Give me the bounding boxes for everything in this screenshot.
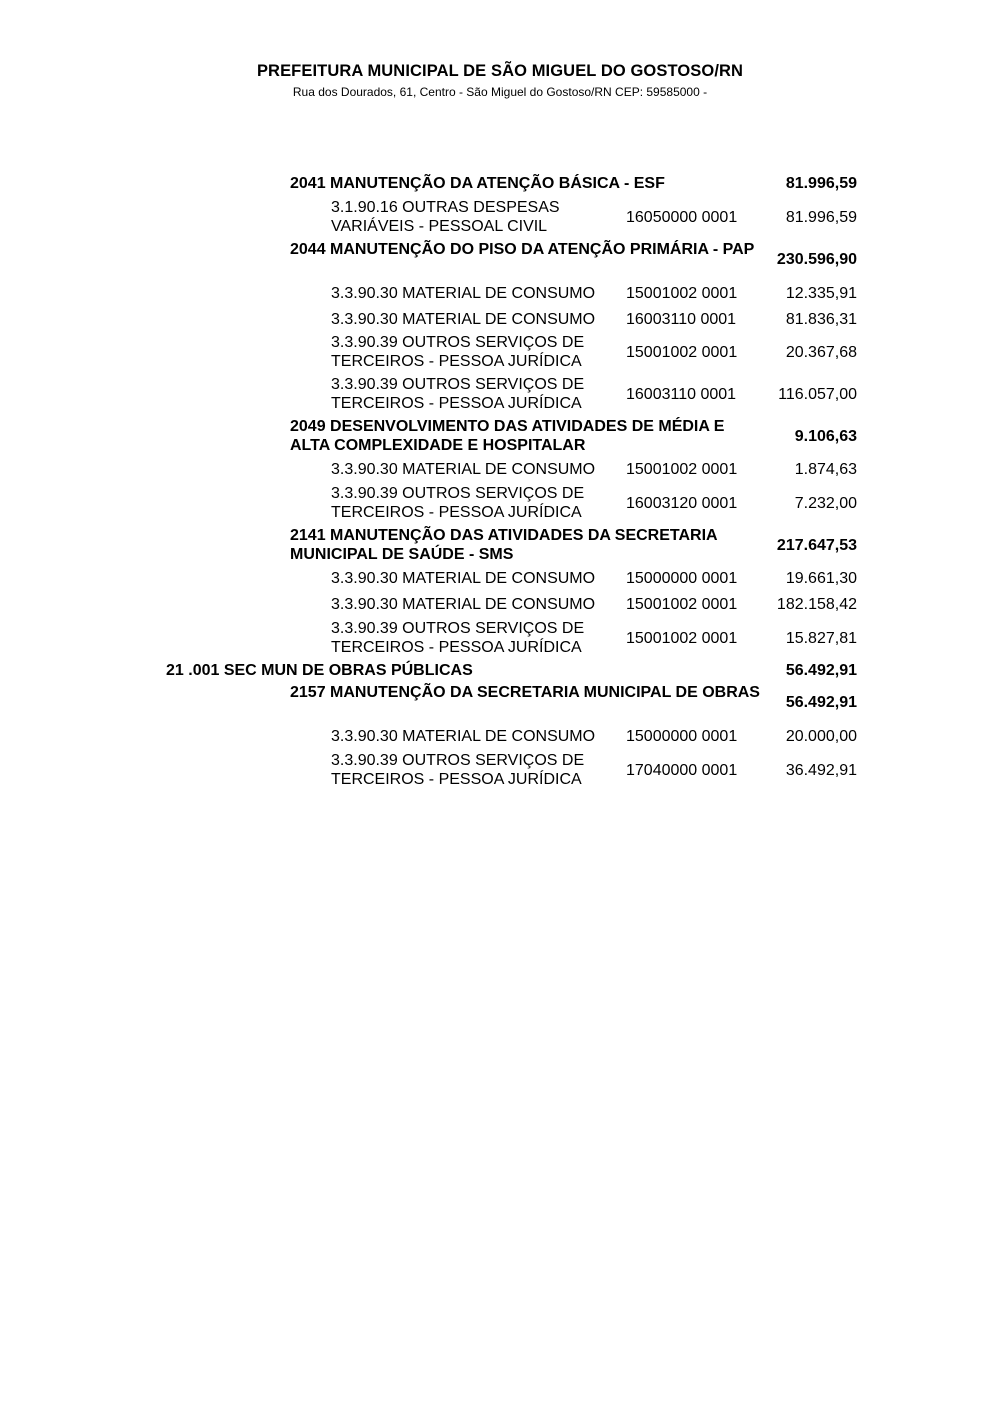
expense-description: 3.3.90.39 OUTROS SERVIÇOS DE TERCEIROS - PESSOA JURÍDICA bbox=[331, 485, 585, 521]
expense-value: 182.158,42 bbox=[776, 596, 857, 613]
organ-description: 21 .001 SEC MUN DE OBRAS PÚBLICAS bbox=[166, 662, 473, 679]
expense-row bbox=[0, 569, 1000, 588]
expense-value: 81.836,31 bbox=[785, 311, 857, 328]
program-value: 217.647,53 bbox=[776, 536, 857, 554]
expense-row bbox=[0, 333, 1000, 371]
expense-value: 12.335,91 bbox=[785, 285, 857, 302]
expense-description: 3.3.90.30 MATERIAL DE CONSUMO bbox=[331, 570, 596, 587]
expense-source: 15000000 0001 bbox=[626, 570, 738, 587]
expense-value: 20.367,68 bbox=[785, 343, 857, 361]
expense-value: 81.996,59 bbox=[785, 208, 857, 226]
program-row bbox=[0, 417, 1000, 455]
program-description: 2041 MANUTENÇÃO DA ATENÇÃO BÁSICA - ESF bbox=[290, 175, 665, 192]
organ-row bbox=[0, 661, 1000, 680]
program-value: 56.492,91 bbox=[785, 693, 857, 711]
program-row bbox=[0, 683, 1000, 721]
expense-source: 15001002 0001 bbox=[626, 285, 738, 302]
program-row bbox=[0, 240, 1000, 278]
expense-source: 15001002 0001 bbox=[626, 596, 738, 613]
program-description: 2141 MANUTENÇÃO DAS ATIVIDADES DA SECRETARIA MUNICIPAL DE SAÚDE - SMS bbox=[290, 527, 718, 563]
expense-row bbox=[0, 751, 1000, 789]
expense-description: 3.3.90.39 OUTROS SERVIÇOS DE TERCEIROS - PESSOA JURÍDICA bbox=[331, 620, 585, 656]
expense-value: 36.492,91 bbox=[785, 761, 857, 779]
expense-row bbox=[0, 460, 1000, 479]
expense-description: 3.3.90.30 MATERIAL DE CONSUMO bbox=[331, 461, 596, 478]
expense-source: 15001002 0001 bbox=[626, 461, 738, 478]
expense-description: 3.3.90.39 OUTROS SERVIÇOS DE TERCEIROS - PESSOA JURÍDICA bbox=[331, 752, 585, 788]
expense-source: 16003120 0001 bbox=[626, 494, 738, 512]
expense-row bbox=[0, 198, 1000, 236]
expense-row bbox=[0, 619, 1000, 657]
header-address: Rua dos Dourados, 61, Centro - São Miguel do Gostoso/RN CEP: 59585000 - bbox=[292, 85, 708, 99]
expense-value: 20.000,00 bbox=[785, 728, 857, 745]
expense-source: 17040000 0001 bbox=[626, 761, 738, 779]
expense-row bbox=[0, 375, 1000, 413]
expense-description: 3.3.90.30 MATERIAL DE CONSUMO bbox=[331, 285, 596, 302]
page-title: PREFEITURA MUNICIPAL DE SÃO MIGUEL DO GOSTOSO/RN bbox=[256, 62, 744, 80]
expense-source: 16003110 0001 bbox=[626, 385, 737, 403]
expense-value: 116.057,00 bbox=[778, 385, 857, 403]
expense-description: 3.3.90.30 MATERIAL DE CONSUMO bbox=[331, 596, 596, 613]
program-value: 9.106,63 bbox=[794, 427, 857, 445]
expense-description: 3.3.90.39 OUTROS SERVIÇOS DE TERCEIROS - PESSOA JURÍDICA bbox=[331, 334, 585, 370]
organ-value: 56.492,91 bbox=[785, 662, 857, 679]
expense-row bbox=[0, 284, 1000, 303]
expense-value: 7.232,00 bbox=[794, 494, 857, 512]
expense-value: 19.661,30 bbox=[785, 570, 857, 587]
expense-row bbox=[0, 727, 1000, 746]
expense-source: 15001002 0001 bbox=[626, 343, 738, 361]
program-description: 2044 MANUTENÇÃO DO PISO DA ATENÇÃO PRIMÁRIA - PAP bbox=[290, 241, 755, 258]
program-description: 2049 DESENVOLVIMENTO DAS ATIVIDADES DE MÉDIA E ALTA COMPLEXIDADE E HOSPITALAR bbox=[290, 418, 725, 454]
expense-value: 1.874,63 bbox=[794, 461, 857, 478]
expense-description: 3.3.90.39 OUTROS SERVIÇOS DE TERCEIROS - PESSOA JURÍDICA bbox=[331, 376, 585, 412]
expense-source: 15000000 0001 bbox=[626, 728, 738, 745]
program-row bbox=[0, 174, 1000, 193]
expense-description: 3.3.90.30 MATERIAL DE CONSUMO bbox=[331, 311, 596, 328]
expense-row bbox=[0, 595, 1000, 614]
expense-source: 16003110 0001 bbox=[626, 311, 737, 328]
expense-description: 3.3.90.30 MATERIAL DE CONSUMO bbox=[331, 728, 596, 745]
expense-row bbox=[0, 484, 1000, 522]
expense-value: 15.827,81 bbox=[785, 629, 857, 647]
expense-source: 15001002 0001 bbox=[626, 629, 738, 647]
expense-row bbox=[0, 310, 1000, 329]
program-value: 230.596,90 bbox=[776, 250, 857, 268]
expense-description: 3.1.90.16 OUTRAS DESPESAS VARIÁVEIS - PESSOAL CIVIL bbox=[331, 199, 560, 235]
program-value: 81.996,59 bbox=[785, 175, 857, 192]
program-description: 2157 MANUTENÇÃO DA SECRETARIA MUNICIPAL DE OBRAS bbox=[290, 684, 760, 701]
expense-source: 16050000 0001 bbox=[626, 208, 738, 226]
program-row bbox=[0, 526, 1000, 564]
